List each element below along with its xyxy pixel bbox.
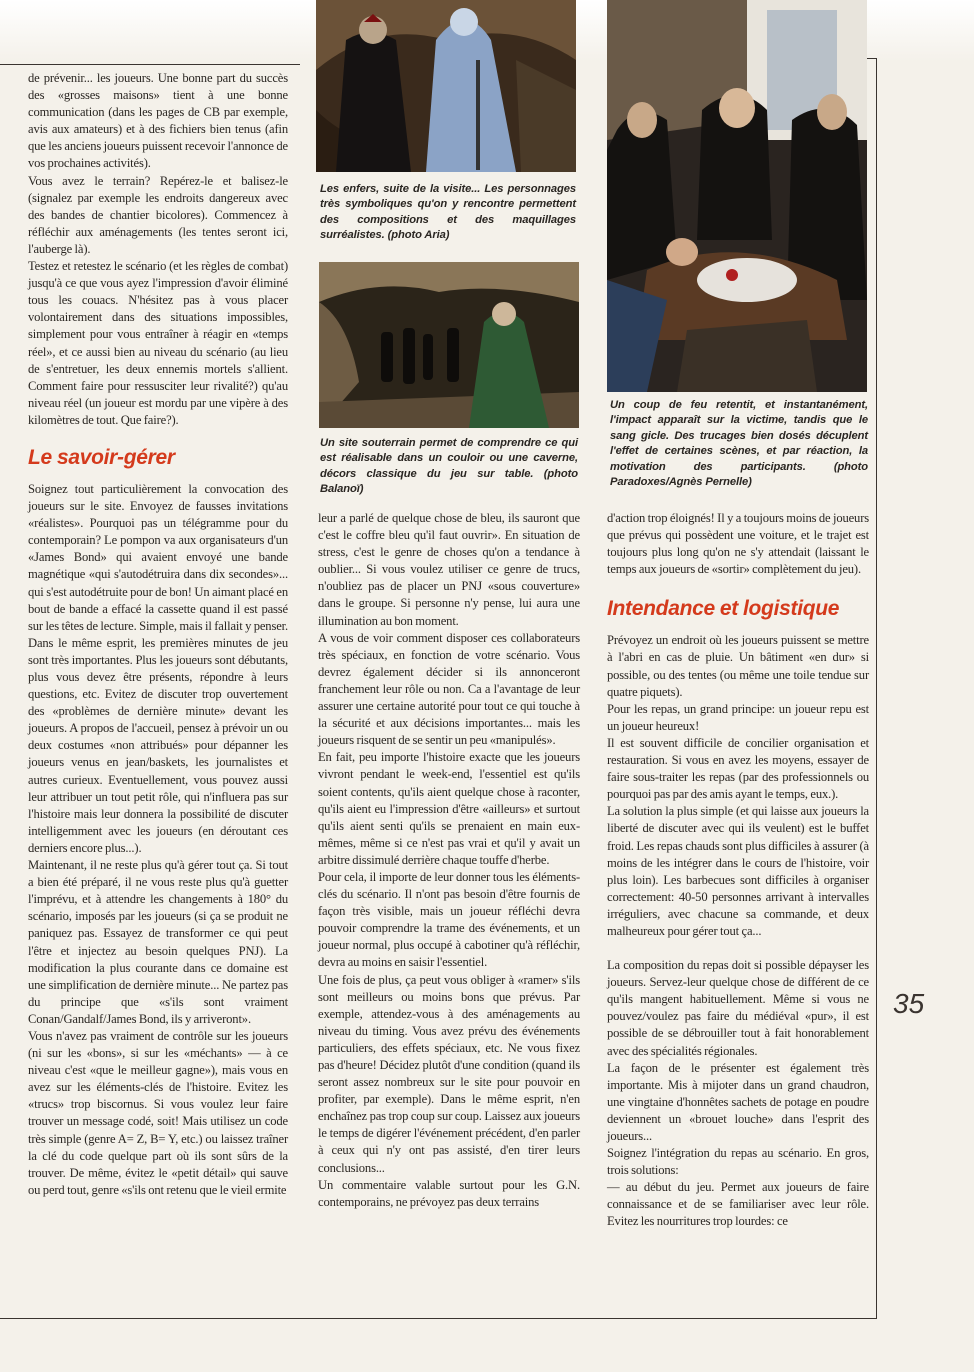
col2-paragraph: Un commentaire valable surtout pour les G.N. contemporains, ne prévoyez pas deux terrains (318, 1177, 580, 1209)
photo-coup-de-feu (607, 0, 867, 392)
photo-souterrain (319, 262, 579, 428)
col2-paragraph: A vous de voir comment disposer ces collaborateurs très spéciaux, en fonction de votre scénario. Vous devrez également décider si ils annonceront franchement leur rôle ou non. Ca a l'avantage de leur assurer une certaine autorité pour tout ce qui touche à la sécurité et aux décisions importantes... mais les joueurs risquent de se sentir un peu «manipulés». (318, 630, 580, 748)
column-3 (607, 510, 869, 1231)
col1-paragraph: Testez et retestez le scénario (et les règles de combat) jusqu'à ce que vous ayez l'impression d'avoir éliminé tous les couacs. N'hésitez pas à vous placer volontairement dans des situations impossibles, simplement pour vous entraîner à réagir en «temps réel», et ce aussi bien au niveau du scénario (au lieu de s'entretuer, les deux ennemis mortels s'allient. Comment faire pour ressusciter leur rivalité?) qu'au niveau réel (un joueur est mordu par une vipère à des kilomètres de tout. Que faire?). (28, 259, 288, 427)
section-heading-savoir-gerer: Le savoir-gérer (28, 445, 175, 469)
caption-photo-souterrain: Un site souterrain permet de comprendre ce qui est réalisable dans un couloir ou une caverne, décors classique du jeu sur table. (photo Balanoï) (320, 437, 578, 496)
col2-paragraph: leur a parlé de quelque chose de bleu, ils sauront que c'est le coffre bleu qu'il faut ouvrir». En situation de stress, c'est le genre de choses qu'on a tendance à oublier... Si vous voulez utiliser ce genre de trucs, n'oubliez pas de placer un PNJ «sous couverture» dans le groupe. Si personne n'y pense, lui aura une illumination au bon moment. (318, 511, 580, 628)
bottom-rule (0, 1318, 877, 1319)
photo-enfers (316, 0, 576, 172)
col2-paragraph: Pour cela, il importe de leur donner tous les éléments-clés du scénario. Il n'ont pas besoin d'être fournis de façon très visible, mais un joueur réfléchi devra pouvoir comprendre la trame des événements, et un joueur normal, plus occupé à cabotiner qu'à réfléchir, devra au moins en saisir l'essentiel. (318, 869, 580, 970)
col3-paragraph: La composition du repas doit si possible dépayser les joueurs. Servez-leur quelque chose de différent de ce qu'ils mangent habituellement. Même si vous ne pouvez/voulez pas faire du médiéval «pur», il est possible de se débrouiller tout à fait honorablement avec des spécialités régionales. (607, 958, 869, 1058)
col1-paragraph: Soignez tout particulièrement la convocation des joueurs sur le site. Envoyez de fausses invitations «réalistes». Pourquoi pas un télégramme pour du contemporain? Le pompon va aux organisateurs d'un «James Bond» qui avaient envoyé une bande magnétique «qui s'autodétruira dans dix secondes»... qui s'est autodétruite pour de bon! Un aimant placé en bout de bande a effacé la cassette quand il est passé sur les têtes de lecture. Simple, mais il fallait y penser. (28, 481, 288, 633)
col1-paragraph: Vous n'avez pas vraiment de contrôle sur les joueurs (ni sur les «bons», si sur les «méchants» — à ce niveau c'est «que le meilleur gagne»), mais vous en avez sur les éléments-clés de l'histoire. Evitez les «trucs» trop biscornus. Si vous voulez leur faire trouver un message codé, soit! Mais utilisez un code très simple (genre A= Z, B= Y, etc.) ou laissez traîner la clé du code quelque part où ils sont sûrs de la trouver. De même, évitez le «petit détail» qui sauve ou perd tout, genre «s'ils ont retenu que le vieil ermite (28, 1028, 288, 1197)
right-rule (876, 58, 877, 1318)
col2-paragraph: Une fois de plus, ça peut vous obliger à «ramer» s'ils sont meilleurs ou moins bons que prévus. Par exemple, attendez-vous à des aménagements au niveau du timing. Vous avez prévu des événements particuliers, des effets spéciaux, etc. Ne vous fixez pas d'heure! Décidez plutôt d'une condition (quand ils seront assez nombreux sur le site pour pouvoir en profiter, par exemple). Dans le même esprit, n'en enchaînez pas trop coup sur coup. Laissez aux joueurs le temps de digérer l'événement précédent, d'en parler à ceux qui n'y ont pas assisté, d'en tirer leurs conclusions... (318, 972, 580, 1175)
col3-paragraph: d'action trop éloignés! Il y a toujours moins de joueurs que prévus qui possèdent une voiture, et le trajet est toujours plus long qu'on ne s'y attendait (laissant le temps aux joueurs de «sortir» complètement du jeu). (607, 511, 869, 577)
col3-paragraph: La façon de le présenter est également très importante. Mis à mijoter dans un grand chaudron, une vingtaine d'honnêtes sachets de potage en poudre deviennent un «brouet louche» dans l'esprit des joueurs... (607, 1060, 869, 1143)
col3-paragraph: Soignez l'intégration du repas au scénario. En gros, trois solutions: (607, 1146, 869, 1178)
col3-paragraph: — au début du jeu. Permet aux joueurs de faire connaissance et de se familiariser avec leur rôle. Evitez les nourritures trop lourdes: ce (607, 1180, 869, 1229)
caption-photo-coup-de-feu: Un coup de feu retentit, et instantanément, l'impact apparaît sur la victime, tandis que le sang gicle. Des trucages bien dosés décuplent l'effet de certaines scènes, et par réaction, la motivation des participants. (photo Paradoxes/Agnès Pernelle) (610, 399, 868, 489)
col3-paragraph: La solution la plus simple (et qui laisse aux joueurs la liberté de discuter avec qui ils veulent) est le buffet froid. Les repas chauds sont plus difficiles à assurer (à moins de les intégrer dans le cours de l'histoire, voir plus loin). Les barbecues sont difficiles à organiser correctement: 40-50 personnes arrivant à intervalles irréguliers, avec chacune sa commande, et deux malheureux pour gérer tout ça... (607, 804, 869, 938)
col1-paragraph: Maintenant, il ne reste plus qu'à gérer tout ça. Si tout a bien été préparé, il ne vous reste plus qu'à guetter l'imprévu, et à attendre les changements à 180° du scénario, imposés par les joueurs (si ça se produit ne paniquez pas. Essayez de transformer ce qui peut l'être et injectez au besoin quelques PNJ). La modification la plus courante dans ce domaine est une simplification de dernière minute... Ne partez pas du principe que «s'ils sont vraiment Conan/Gandalf/James Bond, ils y arriveront». (28, 858, 288, 1026)
column-2 (318, 510, 580, 1211)
col3-paragraph: Pour les repas, un grand principe: un joueur repu est un joueur heureux! (607, 701, 869, 733)
top-rule (0, 64, 300, 65)
page-number: 35 (893, 988, 925, 1019)
column-1 (28, 70, 288, 1199)
col2-paragraph: En fait, peu importe l'histoire exacte que les joueurs vivront pendant le week-end, l'essentiel est qu'ils soient contents, qu'ils aient quelque chose à raconter, qu'ils aient eu l'impression d'être «ailleurs» et surtout qu'ils aient senti qu'ils se prenaient en main eux-mêmes, même si ce n'est pas vrai et qu'il y avait un arbitre dissimulé derrière chaque touffe d'herbe. (318, 750, 580, 867)
section-heading-intendance: Intendance et logistique (607, 597, 840, 621)
col1-paragraph: Vous avez le terrain? Repérez-le et balisez-le (signalez par exemple les endroits dangereux avec des bandes de chantier bicolores). Commencez à réfléchir aux aménagements (les tentes seront ici, l'auberge là). (28, 173, 288, 256)
col1-paragraph: Dans le même esprit, les premières minutes de jeu sont très importantes. Plus les joueurs sont débutants, plus vous devez être présents, répondre à leurs questions, etc. Evitez de discuter trop ouvertement des «problèmes de dernière minute» devant les joueurs. A propos de l'accueil, pensez à prévoir un ou deux costumes «non attribués» pour dépanner les joueurs venus en jean/baskets, les journalistes et autres curieux. Eventuellement, vous pouvez aussi leur attribuer un tout petit rôle, qui n'influera pas sur l'histoire mais leur donnera la possibilité de discuter intelligemment avec les joueurs (en déroutant ces derniers encore plus...). (28, 635, 288, 855)
col3-paragraph: Prévoyez un endroit où les joueurs puissent se mettre à l'abri en cas de pluie. Un bâtiment «en dur» si possible, ou des tentes (ou même une toile tendue sur quatre piquets). (607, 633, 869, 699)
col3-paragraph: Il est souvent difficile de concilier organisation et restauration. Si vous en avez les moyens, essayer de faire sous-traiter les repas (par des professionnels ou pourquoi pas par des amis ayant le temps, eux.). (607, 735, 869, 802)
caption-photo-enfers: Les enfers, suite de la visite... Les personnages très symboliques qu'on y rencontre permettent des compositions et des maquillages surréalistes. (photo Aria) (320, 183, 576, 242)
col1-paragraph: de prévenir... les joueurs. Une bonne part du succès des «grosses maisons» tient à une bonne communication (dans les pages de CB par exemple, avis aux amateurs) et à des fichiers bien tenus (afin que les anciens joueurs puissent recevoir l'annonce de vos prochaines activités). (28, 71, 288, 171)
